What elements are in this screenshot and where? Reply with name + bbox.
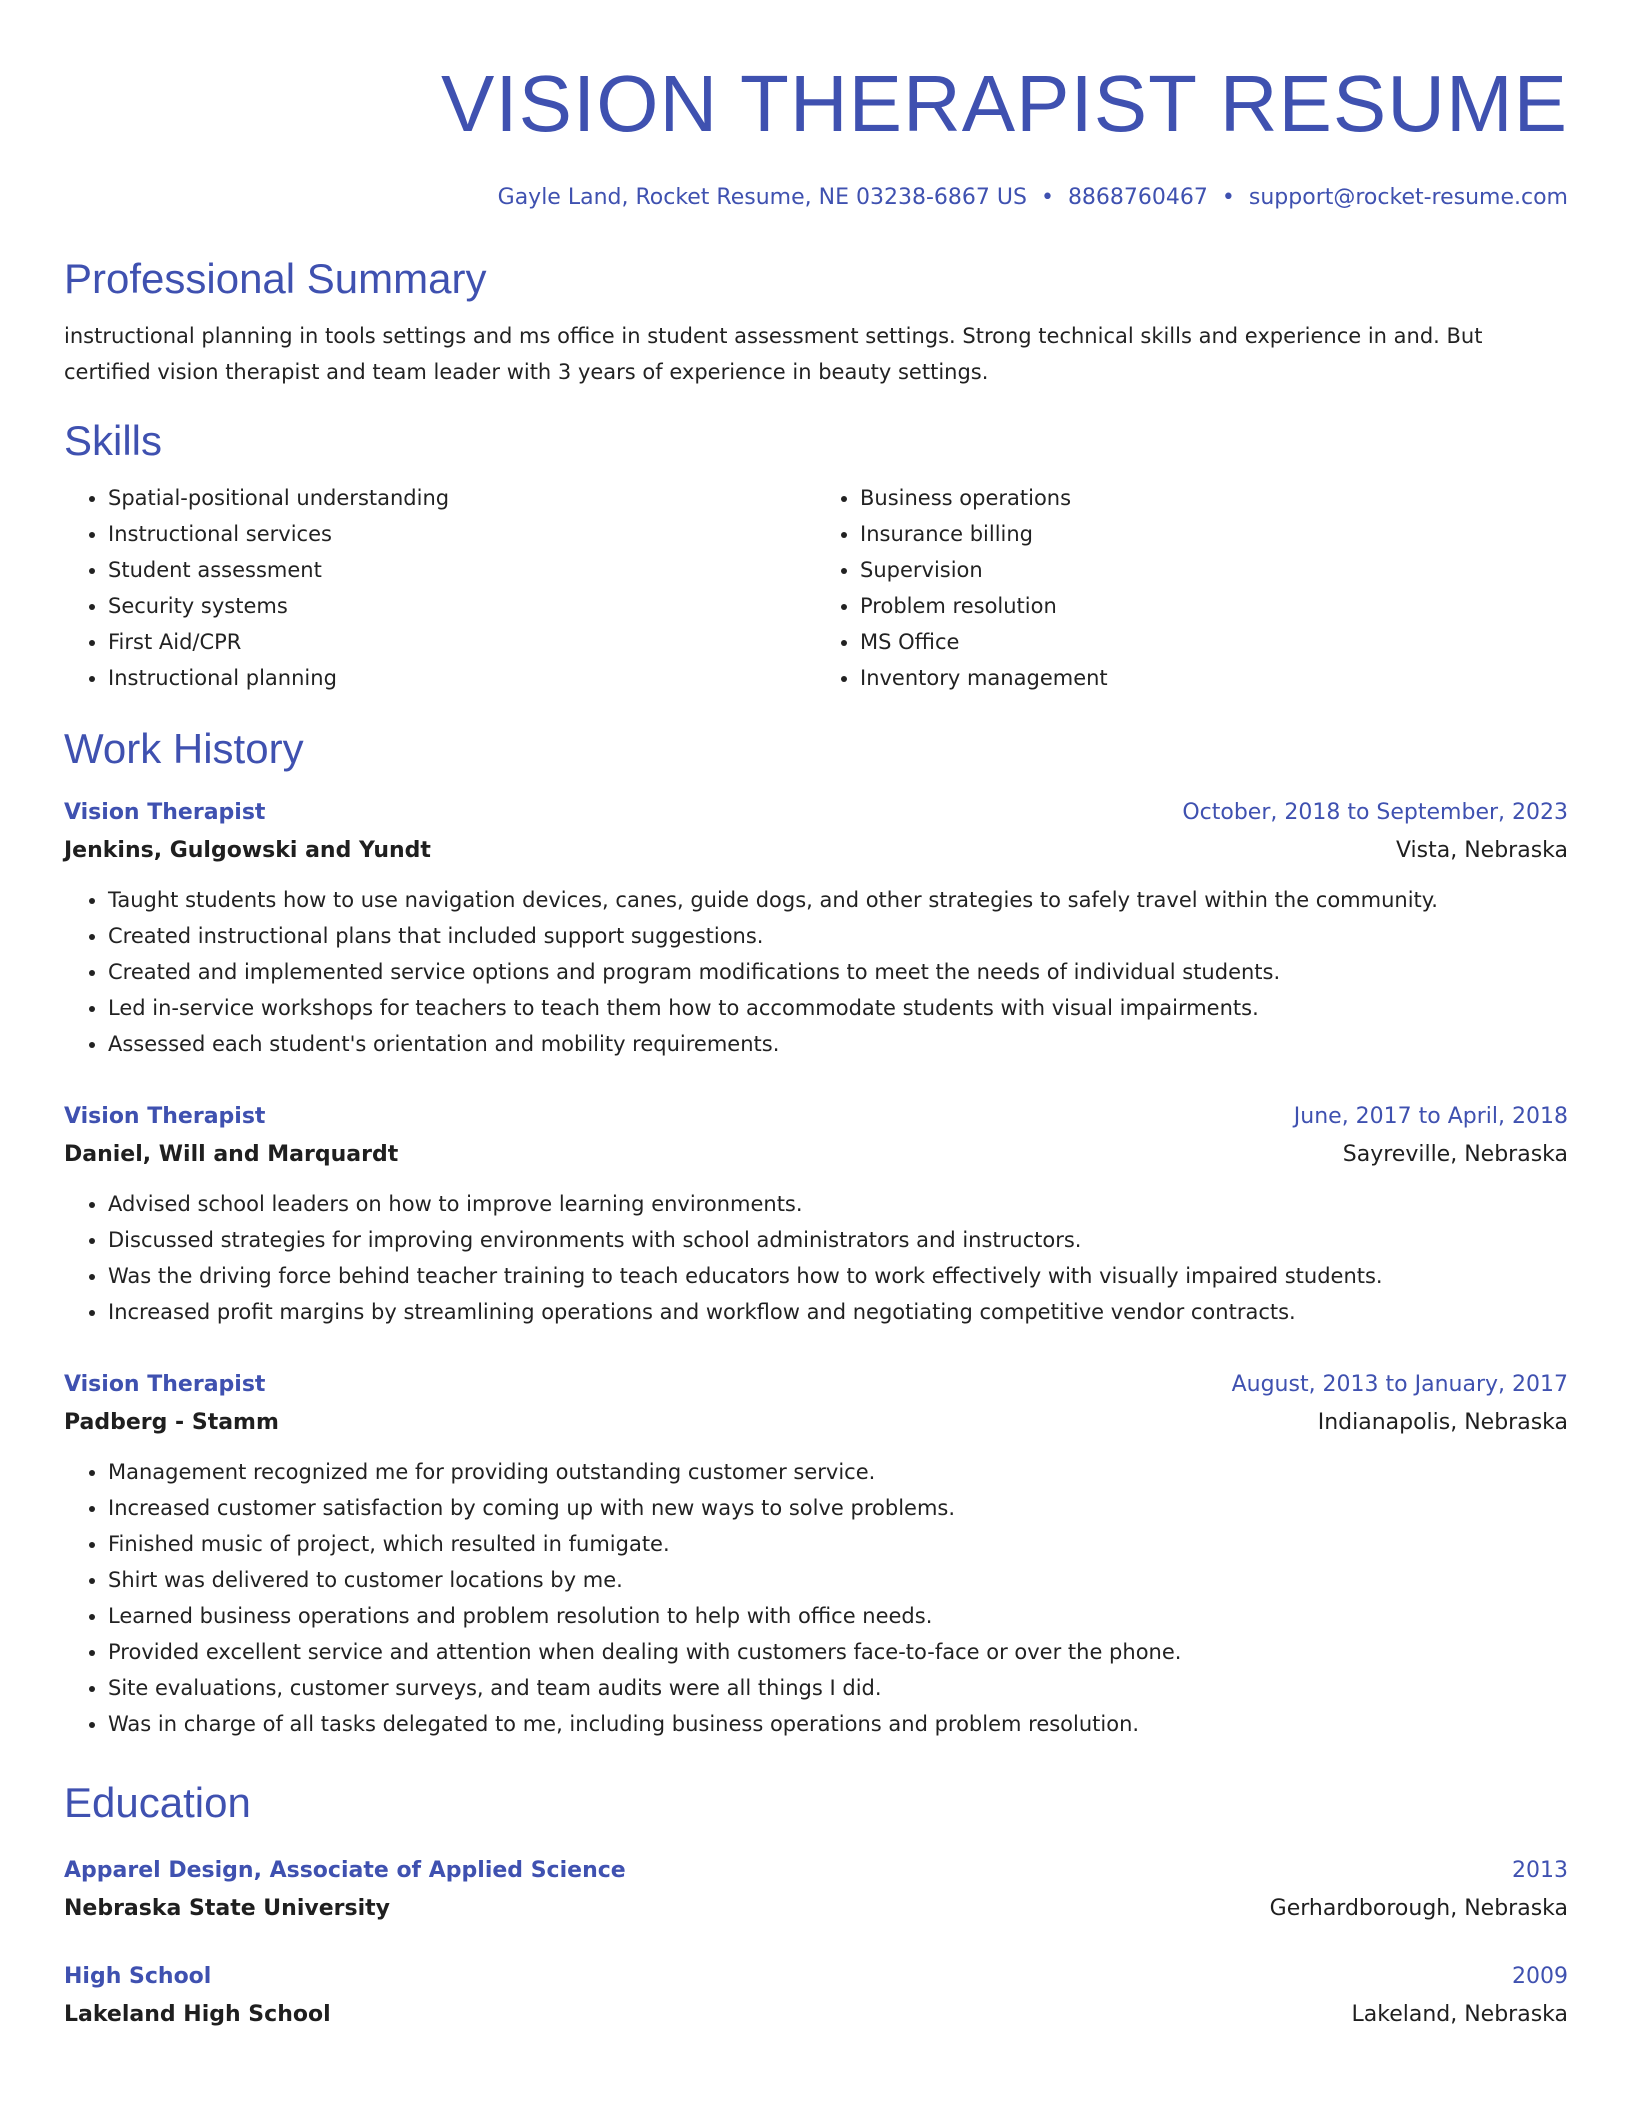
education-school-row (64, 1890, 1568, 1928)
job-dates: June, 2017 to April, 2018 (1293, 1104, 1568, 1129)
job-bullets (64, 1186, 1568, 1330)
education-entry (64, 1958, 1568, 2034)
education-year: 2013 (1512, 1858, 1568, 1883)
job-entry (64, 794, 1568, 1062)
job-role: Vision Therapist (64, 1372, 266, 1397)
job-bullet: • Was the driving force behind teacher training to teach educators how to work effectively with visually impaired students. (108, 1258, 1568, 1294)
job-bullet: • Learned business operations and problem resolution to help with office needs. (108, 1598, 1568, 1634)
job-dates: August, 2013 to January, 2017 (1231, 1372, 1568, 1397)
job-location: Vista, Nebraska (1395, 838, 1568, 863)
skill-item: • Security systems (108, 588, 816, 624)
job-entry (64, 1098, 1568, 1330)
job-dates: October, 2018 to September, 2023 (1182, 800, 1568, 825)
education-heading: Education (64, 1779, 251, 1826)
job-bullet: • Site evaluations, customer surveys, and team audits were all things I did. (108, 1670, 1568, 1706)
job-company: Padberg - Stamm (64, 1410, 279, 1435)
job-bullet: • Increased profit margins by streamlining operations and workflow and negotiating competitive vendor contracts. (108, 1294, 1568, 1330)
skill-item: • Supervision (860, 552, 1568, 588)
skill-item: • Instructional services (108, 516, 816, 552)
job-role: Vision Therapist (64, 1104, 266, 1129)
skill-item: • Insurance billing (860, 516, 1568, 552)
education-year: 2009 (1512, 1964, 1568, 1989)
job-bullet: • Created instructional plans that included support suggestions. (108, 918, 1568, 954)
education-degree: High School (64, 1964, 212, 1989)
job-bullet: • Created and implemented service options and program modifications to meet the needs of individual students. (108, 954, 1568, 990)
job-bullet: • Assessed each student's orientation and mobility requirements. (108, 1026, 1568, 1062)
skill-item: • First Aid/CPR (108, 624, 816, 660)
job-location: Indianapolis, Nebraska (1317, 1410, 1568, 1435)
education-location: Gerhardborough, Nebraska (1269, 1896, 1568, 1921)
job-company-row (64, 1404, 1568, 1442)
skill-item: • Instructional planning (108, 660, 816, 696)
work-history-heading: Work History (64, 725, 304, 772)
job-location: Sayreville, Nebraska (1342, 1142, 1568, 1167)
job-company: Jenkins, Gulgowski and Yundt (64, 838, 431, 863)
education-school: Lakeland High School (64, 2002, 331, 2027)
contact-phone: 8868760467 (1067, 185, 1208, 210)
education-entry (64, 1852, 1568, 1928)
job-header-row (64, 1366, 1568, 1404)
job-entry (64, 1366, 1568, 1742)
contact-separator: • (1221, 185, 1235, 210)
education-school: Nebraska State University (64, 1896, 390, 1921)
job-bullet: • Discussed strategies for improving environments with school administrators and instructors. (108, 1222, 1568, 1258)
job-bullet: • Was in charge of all tasks delegated to me, including business operations and problem resolution. (108, 1706, 1568, 1742)
resume-header (64, 56, 1568, 214)
skills-column-right (816, 480, 1568, 696)
education-school-row (64, 1996, 1568, 2034)
job-header-row (64, 1098, 1568, 1136)
education-header-row (64, 1958, 1568, 1996)
skill-item: • Student assessment (108, 552, 816, 588)
summary-text: instructional planning in tools settings and ms office in student assessment settings. Strong technical skills and experience in and. But certified vision therapist and team leader with 3 years of experience in beauty settings. (64, 324, 1483, 384)
skill-item: • Problem resolution (860, 588, 1568, 624)
skill-item: • MS Office (860, 624, 1568, 660)
job-bullet: • Management recognized me for providing outstanding customer service. (108, 1454, 1568, 1490)
job-bullet: • Provided excellent service and attention when dealing with customers face-to-face or over the phone. (108, 1634, 1568, 1670)
job-bullet: • Taught students how to use navigation devices, canes, guide dogs, and other strategies to safely travel within the community. (108, 882, 1568, 918)
education-location: Lakeland, Nebraska (1351, 2002, 1568, 2027)
resume-title: VISION THERAPIST RESUME (441, 59, 1568, 148)
contact-email: support@rocket-resume.com (1248, 185, 1568, 210)
skills-column-left (64, 480, 816, 696)
contact-separator: • (1040, 185, 1054, 210)
education-header-row (64, 1852, 1568, 1890)
summary-heading: Professional Summary (64, 255, 487, 302)
education-degree: Apparel Design, Associate of Applied Science (64, 1858, 626, 1883)
contact-line (64, 182, 1568, 214)
skill-item: • Spatial-positional understanding (108, 480, 816, 516)
skills-heading: Skills (64, 417, 163, 464)
job-header-row (64, 794, 1568, 832)
skill-item: • Inventory management (860, 660, 1568, 696)
job-bullets (64, 882, 1568, 1062)
job-role: Vision Therapist (64, 800, 266, 825)
contact-address: Gayle Land, Rocket Resume, NE 03238-6867 US (497, 185, 1027, 210)
job-bullets (64, 1454, 1568, 1742)
skill-item: • Business operations (860, 480, 1568, 516)
job-company-row (64, 832, 1568, 870)
skills-list (64, 480, 1568, 696)
job-company: Daniel, Will and Marquardt (64, 1142, 399, 1167)
job-bullet: • Finished music of project, which resulted in fumigate. (108, 1526, 1568, 1562)
job-bullet: • Led in-service workshops for teachers to teach them how to accommodate students with visual impairments. (108, 990, 1568, 1026)
job-bullet: • Shirt was delivered to customer locations by me. (108, 1562, 1568, 1598)
job-bullet: • Increased customer satisfaction by coming up with new ways to solve problems. (108, 1490, 1568, 1526)
job-company-row (64, 1136, 1568, 1174)
job-bullet: • Advised school leaders on how to improve learning environments. (108, 1186, 1568, 1222)
